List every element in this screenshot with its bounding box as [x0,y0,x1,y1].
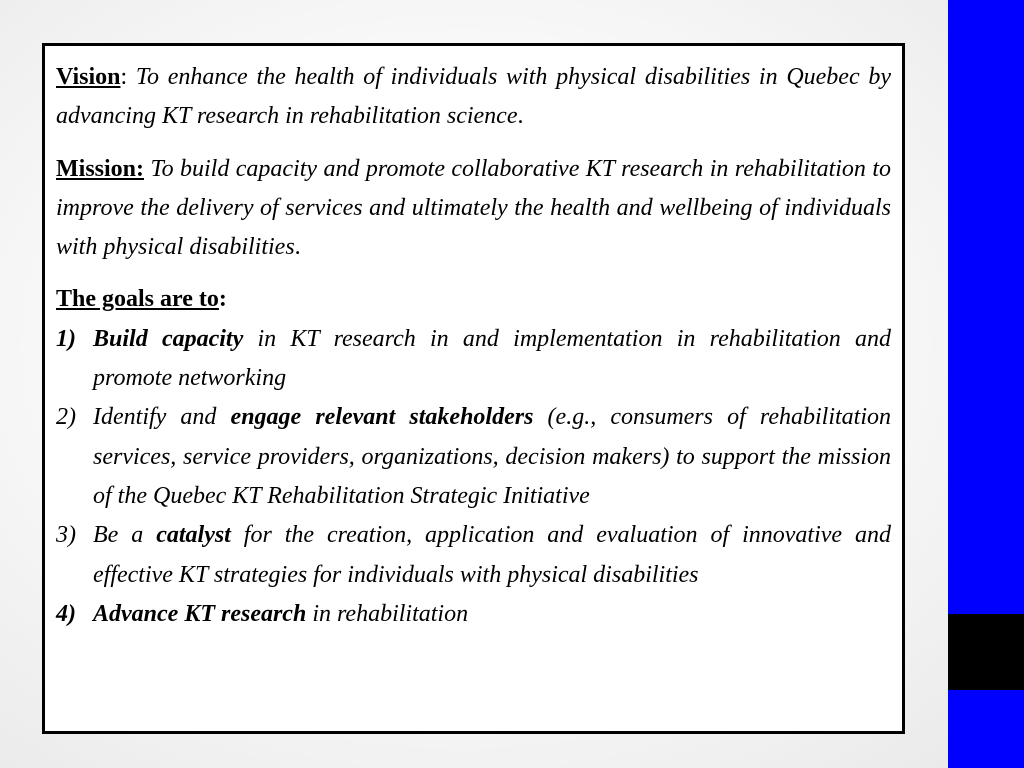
goal-text: in KT research in and implementation in rehabilitation and promote networking [93,325,891,392]
goal-bold-text: engage relevant stakeholders [230,404,534,431]
vision-end: . [517,103,524,130]
goal-item [56,398,891,516]
vision-text: To enhance the health of individuals with physical disabilities in Quebec by advancing KT research in rehabilitation science [56,64,891,130]
mission-label: Mission: [56,155,145,182]
goal-bold-text: Build capacity [93,325,244,352]
goal-item [56,516,891,595]
goals-heading-paragraph: The goals are to: [56,286,227,313]
goal-text: (e.g., consumers of rehabilitation services, service providers, organizations, decision makers) to support the mission of the Quebec KT Rehabilitation Strategic Initiative [93,404,891,509]
mission-end: . [294,234,301,261]
goals-list [56,320,891,634]
vision-paragraph: Vision: To enhance the health of individuals with physical disabilities in Quebec by advancing KT research in rehabilitation science. [56,64,891,130]
goal-item [56,595,891,634]
side-accent-block [948,614,1024,690]
goal-bold-text: Advance KT research [93,600,307,627]
goal-text-before: Be a [93,522,157,549]
mission-text: To build capacity and promote collaborative KT research in rehabilitation to improve the delivery of services and ultimately the health and wellbeing of individuals with physical disabilities [56,155,892,261]
goal-text: for the creation, application and evaluation of innovative and effective KT strategies for individuals with physical disabilities [93,522,892,588]
mission-paragraph [56,150,891,268]
content-box [42,43,905,734]
goal-number: 3) [56,522,76,549]
goal-item [56,320,891,399]
goal-number: 2) [56,404,76,431]
goal-bold-text: catalyst [156,522,231,549]
goal-text-before: Identify and [93,404,231,431]
vision-label: Vision [56,64,121,90]
goal-number: 1) [56,325,76,352]
goals-heading: The goals are to [56,286,219,313]
goal-number: 4) [56,600,76,627]
goal-text: in rehabilitation [306,600,469,627]
